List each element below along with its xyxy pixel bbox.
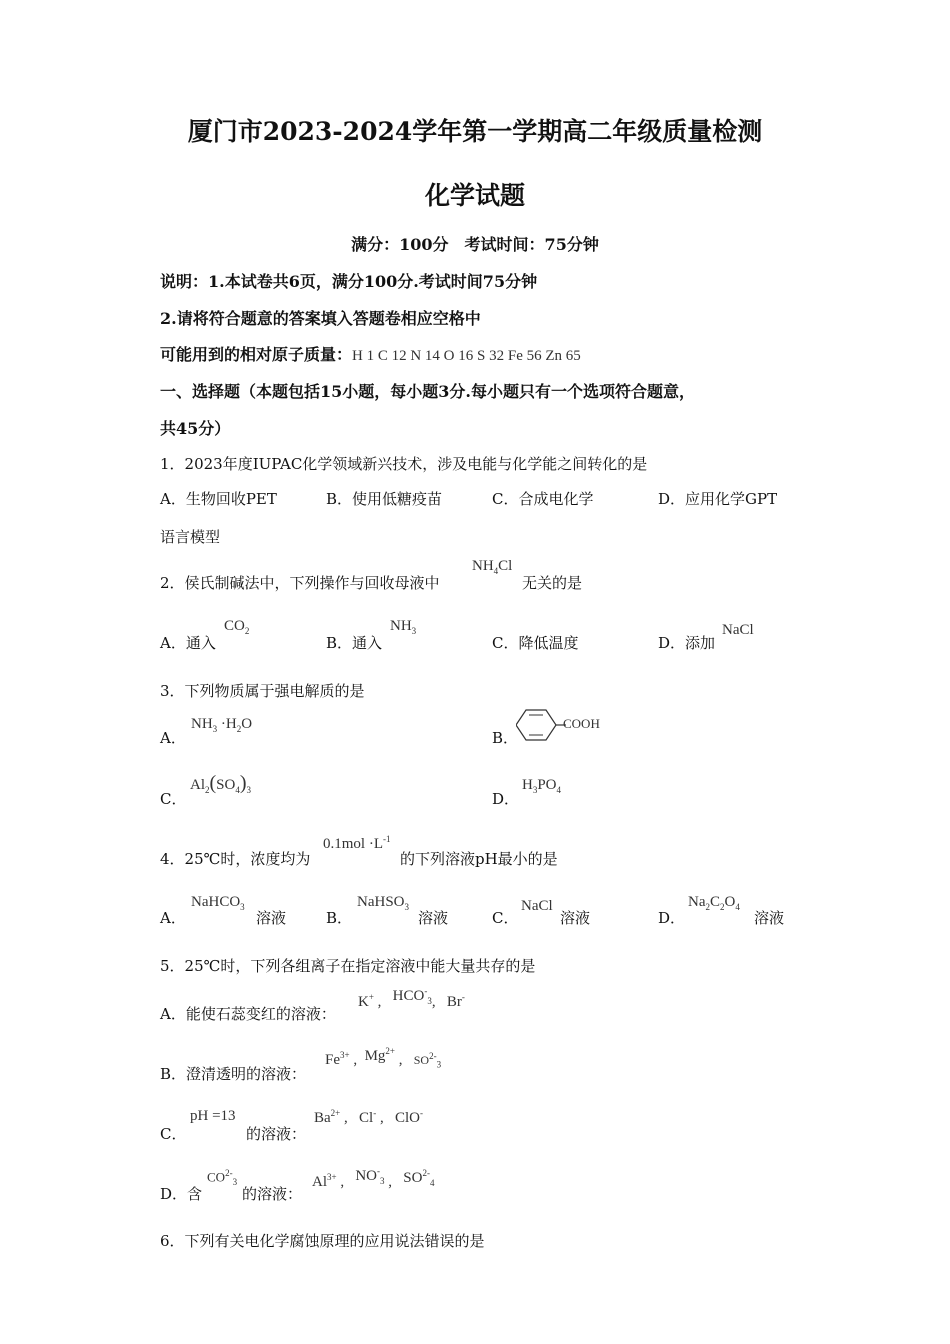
- formula-nahso3: NaHSO$_3$: [357, 894, 409, 912]
- exam-title: 厦门市2023-2024学年第一学期高二年级质量检测: [187, 117, 763, 146]
- q4-solution-b: 溶液: [418, 909, 449, 927]
- q2-stem-a: 2．侯氏制碱法中，下列操作与回收母液中: [160, 574, 440, 592]
- ion-set-d: $Al^{3+}$ , $NO^-_3$ , $SO^{2-}_4$: [312, 1166, 435, 1190]
- q1-option-b: B．使用低糖疫苗: [326, 490, 443, 508]
- score-line: 满分：100分 考试时间：75分钟: [351, 235, 599, 254]
- q5-option-c: C．: [160, 1125, 187, 1143]
- atomic-mass-values: H 1 C 12 N 14 O 16 S 32 Fe 56 Zn 65: [352, 348, 581, 364]
- formula-nacl: NaCl: [722, 622, 754, 638]
- q2-option-c: C．降低温度: [492, 634, 579, 652]
- formula-nh4cl: $NH_4Cl$: [472, 558, 513, 576]
- q4-solution-c: 溶液: [560, 909, 591, 927]
- q5-option-d-b: 的溶液：: [242, 1185, 303, 1203]
- q5-stem: 5．25℃时，下列各组离子在指定溶液中能大量共存的是: [160, 957, 536, 975]
- q2-option-d: D．添加: [658, 634, 716, 652]
- q3-option-c: C．: [160, 790, 187, 808]
- ion-set-c: $Ba^{2+}$ , Cl- , ClO-: [314, 1108, 423, 1126]
- q1-option-c: C．合成电化学: [492, 490, 594, 508]
- formula-concentration: $0.1mol \cdot L^{-1}$: [323, 834, 391, 852]
- atomic-mass-line: [160, 342, 581, 365]
- formula-h3po4: $H_3PO_4$: [522, 777, 562, 795]
- q4-stem-b: 的下列溶液pH最小的是: [400, 850, 558, 868]
- q4-option-a: A．: [160, 909, 186, 927]
- formula-na2c2o4: $Na_2C_2O_4$: [688, 894, 740, 912]
- formula-nahco3: NaHCO$_3$: [191, 894, 245, 912]
- q2-option-b: B．通入: [326, 634, 383, 652]
- formula-nacl-q4: NaCl: [521, 898, 553, 914]
- q4-solution-a: 溶液: [256, 909, 287, 927]
- q1-option-d-cont: 语言模型: [160, 528, 221, 546]
- exam-subtitle: 化学试题: [424, 181, 525, 210]
- q2-option-a: A．通入: [160, 634, 216, 652]
- condition-ph13: pH =13: [190, 1108, 236, 1124]
- formula-nh3: $NH_3$: [390, 618, 417, 636]
- q1-stem: 1．2023年度IUPAC化学领域新兴技术，涉及电能与化学能之间转化的是: [160, 455, 648, 473]
- formula-al2so43: $Al_2(SO_4)_3$: [190, 772, 252, 795]
- q4-solution-d: 溶液: [754, 909, 785, 927]
- q5-option-c-b: 的溶液：: [246, 1125, 307, 1143]
- formula-co2: $CO_2$: [224, 618, 250, 636]
- q2-stem-b: 无关的是: [522, 574, 583, 592]
- q3-stem: 3．下列物质属于强电解质的是: [160, 682, 365, 700]
- formula-nh3-h2o: $NH_3 \cdot H_2O$: [191, 716, 253, 734]
- q4-option-d: D．: [658, 909, 686, 927]
- q5-option-a: A．能使石蕊变红的溶液：: [160, 1005, 336, 1023]
- cooh-group: COOH: [563, 716, 600, 731]
- q4-option-c: C．: [492, 909, 519, 927]
- q1-option-a: A．生物回收PET: [160, 490, 277, 508]
- section-1-heading: 一、选择题（本题包括15小题，每小题3分.每小题只有一个选项符合题意，: [160, 382, 695, 401]
- formula-co3: $CO^{2-}_3$: [207, 1168, 238, 1187]
- note-2: 2.请将符合题意的答案填入答题卷相应空格中: [160, 309, 481, 328]
- note-1: 说明：1.本试卷共6页，满分100分.考试时间75分钟: [160, 272, 538, 291]
- q3-option-a: A．: [160, 729, 186, 747]
- q6-stem: 6．下列有关电化学腐蚀原理的应用说法错误的是: [160, 1232, 485, 1250]
- ion-set-a: K+ , $HCO^-_3$, Br-: [358, 986, 465, 1010]
- q5-option-b: B．澄清透明的溶液：: [160, 1065, 307, 1083]
- atomic-mass-label: 可能用到的相对原子质量：: [160, 345, 353, 364]
- q4-stem-a: 4．25℃时，浓度均为: [160, 850, 311, 868]
- benzene-ring-icon: [516, 707, 566, 743]
- section-1-heading-cont: 共45分）: [160, 419, 231, 438]
- q3-option-d: D．: [492, 790, 520, 808]
- q4-option-b: B．: [326, 909, 353, 927]
- q1-option-d: D．应用化学GPT: [658, 490, 778, 508]
- q3-option-b: B．: [492, 729, 519, 747]
- q5-option-d: D．含: [160, 1185, 203, 1203]
- ion-set-b: $Fe^{3+}$ , $Mg^{2+}$ , $SO^{2-}_3$: [325, 1046, 442, 1070]
